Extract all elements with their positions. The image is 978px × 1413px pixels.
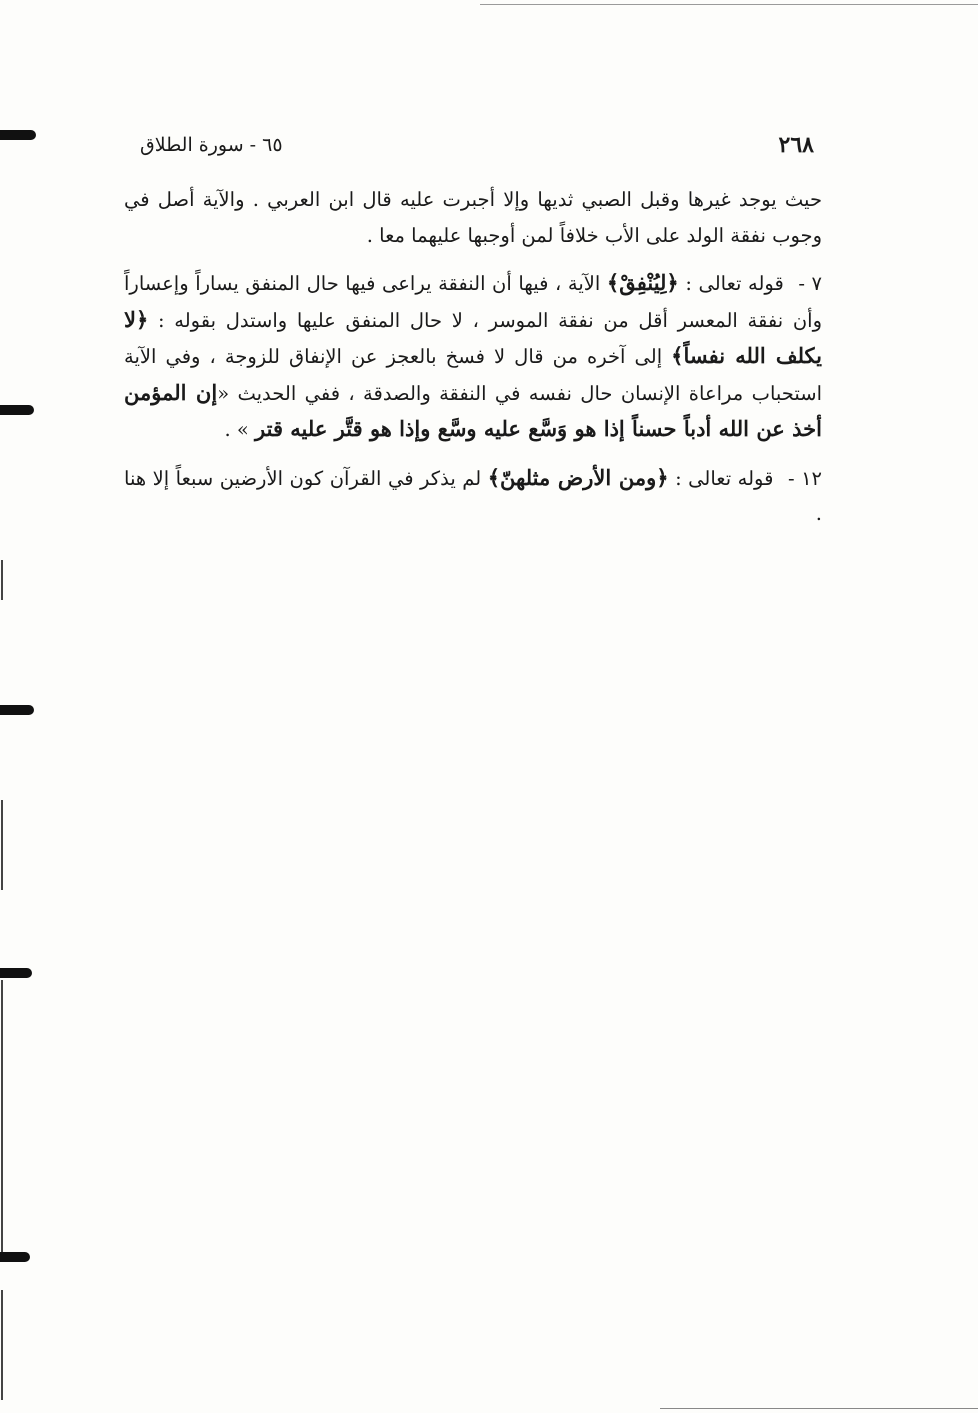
quran-quote-1: ﴿لِيُنْفِقْ﴾ [606, 270, 679, 295]
quran-quote-2: ﴿لا يكلف الله نفساً﴾ [124, 306, 822, 368]
paragraph-7-text-2: الآية ، فيها أن النفقة يراعى فيها حال المنفق يساراً وإعساراً وأن نفقة المعسر أقل من نفقة الموسر ، لا حال المنفق عليها واستدل بقوله : [124, 272, 823, 332]
scan-edge-line [1, 560, 3, 600]
paragraph-7-text-4: » . [224, 418, 249, 441]
paragraph-7-number: ٧ - [798, 272, 823, 295]
scan-edge-line [1, 800, 3, 890]
scan-edge-mark [0, 968, 32, 978]
paragraph-1-text: حيث يوجد غيرها وقبل الصبي ثديها وإلا أجبرت عليه قال ابن العربي . والآية أصل في وجوب نفقة الولد على الأب خلافاً لمن أوجبها عليهما معا . [124, 188, 822, 247]
scan-edge-mark [0, 405, 34, 415]
scan-edge-line [1, 980, 3, 1260]
paragraph-7-text-3: إلى آخره من قال لا فسخ بالعجز عن الإنفاق للزوجة ، وفي الآية استحباب مراعاة الإنسان حال نفسه في النفقة والصدقة ، ففي الحديث « [124, 345, 822, 405]
page-header [130, 128, 822, 162]
scan-edge-mark [0, 705, 34, 715]
running-title: ٦٥ - سورة الطلاق [140, 134, 283, 156]
paragraph-12-text-2: لم يذكر في القرآن كون الأرضين سبعاً إلا هنا . [124, 466, 822, 525]
quran-quote-3: ﴿ومن الأرض مثلهنّ﴾ [487, 464, 669, 490]
scan-left-edge [0, 0, 4, 1413]
scan-top-rule [480, 4, 978, 5]
scan-edge-line [1, 1290, 3, 1400]
paragraph-7 [124, 265, 822, 448]
scan-edge-mark [0, 1252, 30, 1262]
hadith-quote: إن المؤمن أخذ عن الله أدباً حسناً إذا هو وَسَّع عليه وسَّع وإذا هو قتَّر عليه قتر [124, 379, 822, 441]
paragraph-1 [124, 182, 822, 253]
scan-bottom-rule [660, 1408, 978, 1409]
page-number: ٢٦٨ [778, 132, 814, 158]
paragraph-12-text-1: قوله تعالى : [675, 466, 774, 490]
paragraph-7-text-1: قوله تعالى : [685, 272, 784, 295]
scan-edge-mark [0, 130, 36, 140]
body-text [124, 182, 822, 544]
paragraph-12 [124, 460, 822, 532]
paragraph-12-number: ١٢ - [787, 466, 823, 490]
